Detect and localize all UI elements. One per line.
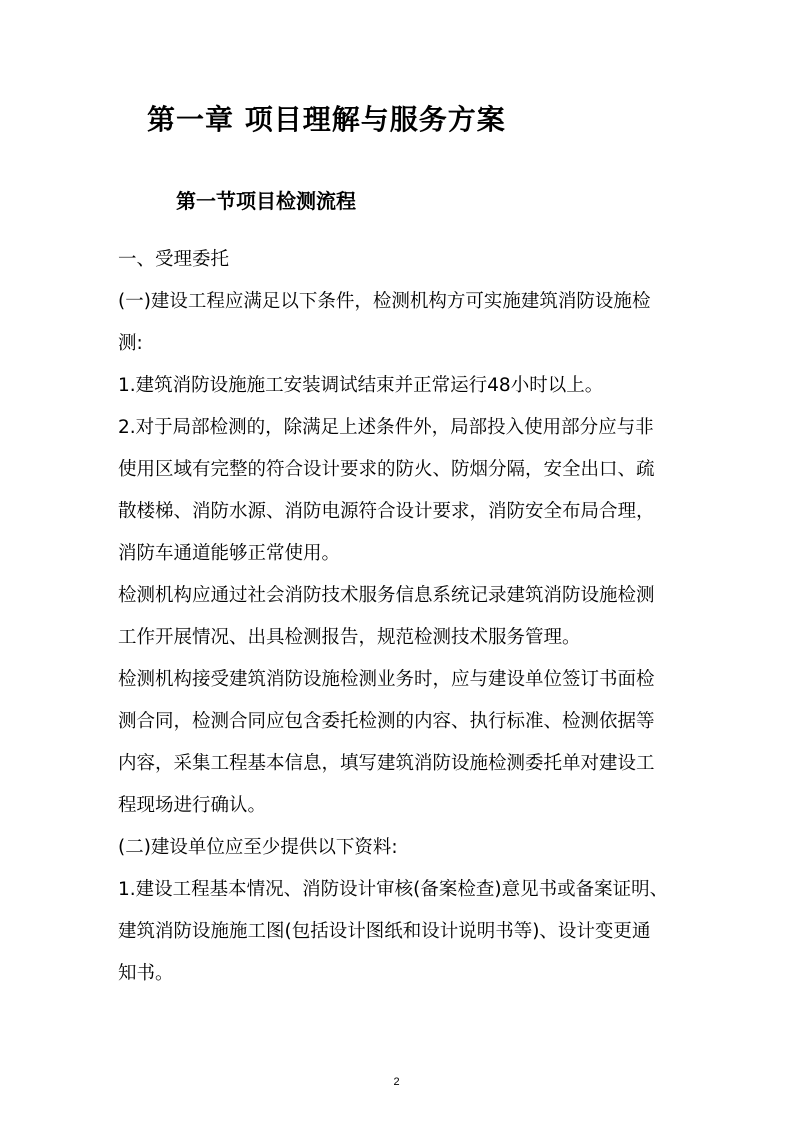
- paragraph-line: 工作开展情况、出具检测报告，规范检测技术服务管理。: [118, 627, 581, 648]
- paragraph-line: 建筑消防设施施工图(包括设计图纸和设计说明书等)、设计变更通: [118, 921, 651, 942]
- paragraph-line: 1.建筑消防设施施工安装调试结束并正常运行48小时以上。: [118, 375, 604, 396]
- paragraph-line: 测:: [118, 333, 143, 354]
- paragraph-line: 散楼梯、消防水源、消防电源符合设计要求，消防安全布局合理，: [118, 501, 655, 522]
- paragraph-line: 使用区域有完整的符合设计要求的防火、防烟分隔，安全出口、疏: [118, 459, 655, 480]
- paragraph-line: (一)建设工程应满足以下条件，检测机构方可实施建筑消防设施检: [118, 291, 651, 312]
- page-number: 2: [393, 1076, 400, 1088]
- paragraph-line: 内容，采集工程基本信息，填写建筑消防设施检测委托单对建设工: [118, 753, 655, 774]
- body-text: [118, 239, 678, 995]
- paragraph-line: 检测机构接受建筑消防设施检测业务时，应与建设单位签订书面检: [118, 669, 655, 690]
- section-title: 第一节项目检测流程: [176, 189, 356, 213]
- paragraph-line: 测合同，检测合同应包含委托检测的内容、执行标准、检测依据等: [118, 711, 655, 732]
- paragraph-line: 程现场进行确认。: [118, 795, 267, 816]
- heading-accept-commission: 一、受理委托: [118, 249, 230, 270]
- paragraph-line: 1.建设工程基本情况、消防设计审核(备案检查)意见书或备案证明、: [118, 879, 669, 900]
- paragraph-line: 2.对于局部检测的，除满足上述条件外，局部投入使用部分应与非: [118, 417, 654, 438]
- paragraph-line: 检测机构应通过社会消防技术服务信息系统记录建筑消防设施检测: [118, 585, 655, 606]
- chapter-title: 第一章 项目理解与服务方案: [147, 103, 506, 136]
- paragraph-line: (二)建设单位应至少提供以下资料:: [118, 837, 398, 858]
- paragraph-line: 知书。: [118, 963, 174, 984]
- paragraph-line: 消防车通道能够正常使用。: [118, 543, 341, 564]
